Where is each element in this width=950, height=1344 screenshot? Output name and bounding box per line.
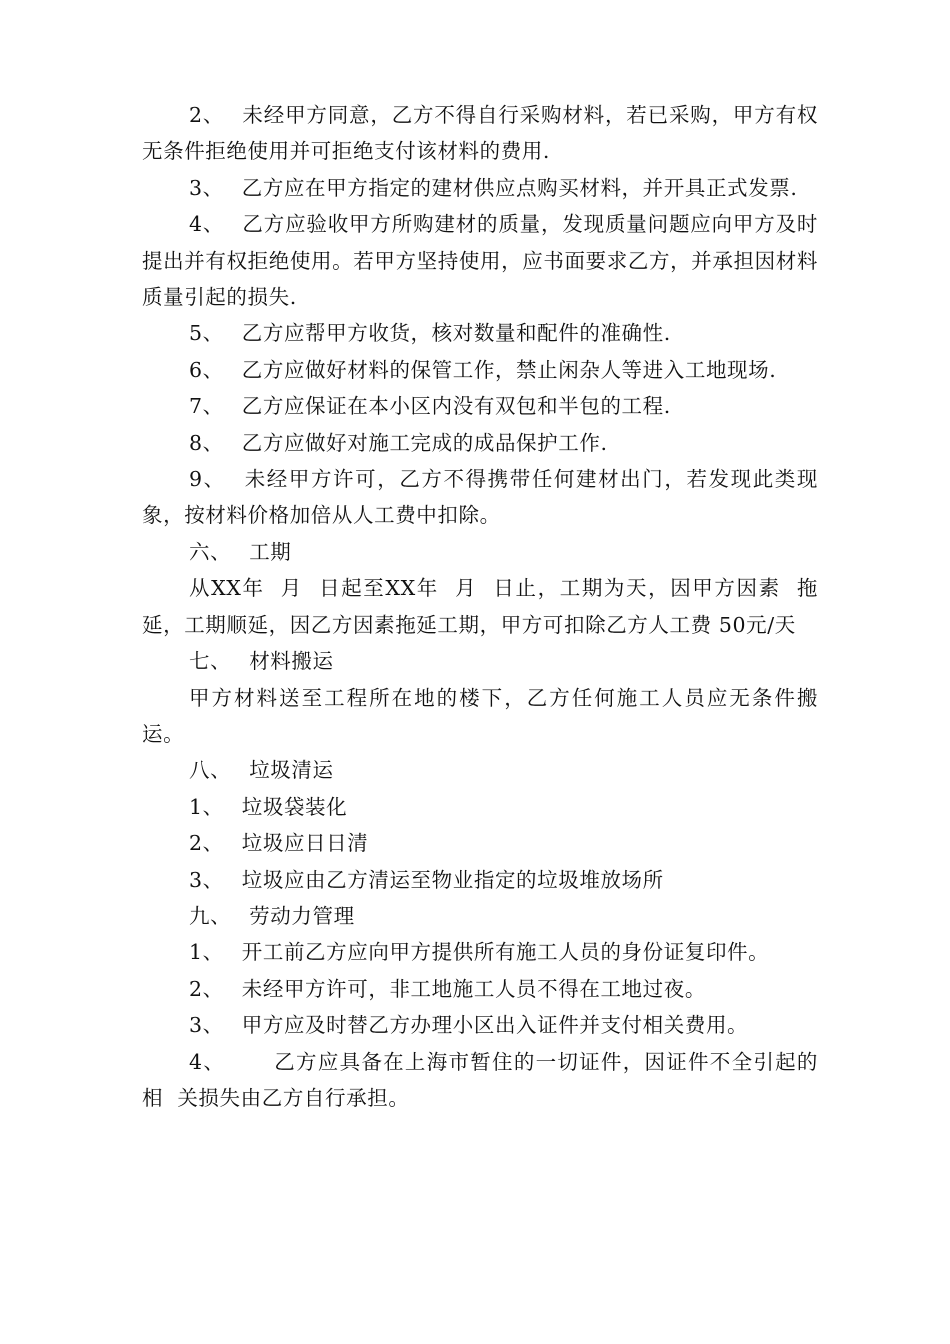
labor-item-4 (142, 1044, 818, 1117)
paragraph-item-2 (142, 97, 818, 170)
paragraph-text: 未经甲方同意，乙方不得自行采购材料，若已采购，甲方有权无条件拒绝使用并可拒绝支付该材料的费用. (142, 103, 818, 164)
item-number: 5、 (189, 321, 224, 346)
paragraph-text: 乙方应具备在上海市暂住的一切证件，因证件不全引起的相 关损失由乙方自行承担。 (142, 1049, 819, 1110)
paragraph-text: 乙方应保证在本小区内没有双包和半包的工程. (241, 394, 671, 419)
item-number: 1、 (189, 940, 224, 965)
paragraph-text: 垃圾应由乙方清运至物业指定的垃圾堆放场所 (241, 867, 664, 892)
item-number: 3、 (189, 175, 224, 200)
section-heading-garbage (142, 752, 818, 788)
paragraph-text: 甲方应及时替乙方办理小区出入证件并支付相关费用。 (241, 1013, 749, 1038)
section-number: 九、 (189, 903, 232, 928)
paragraph-item-4 (142, 206, 818, 315)
paragraph-item-5 (142, 315, 818, 351)
paragraph-text: 甲方材料送至工程所在地的楼下，乙方任何施工人员应无条件搬运。 (142, 685, 818, 746)
item-number: 2、 (189, 976, 224, 1001)
garbage-item-3 (142, 862, 818, 898)
schedule-paragraph (142, 570, 818, 643)
item-number: 2、 (189, 831, 224, 856)
garbage-item-2 (142, 825, 818, 861)
labor-item-3 (142, 1007, 818, 1043)
paragraph-text: 从XX年 月 日起至XX年 月 日止，工期为天，因甲方因素 拖延，工期顺延，因乙方因素拖延工期，甲方可扣除乙方人工费 50元/天 (142, 576, 818, 637)
section-heading-material-transport (142, 643, 818, 679)
paragraph-text: 乙方应做好材料的保管工作，禁止闲杂人等进入工地现场. (241, 357, 777, 382)
paragraph-text: 开工前乙方应向甲方提供所有施工人员的身份证复印件。 (241, 940, 770, 965)
item-number: 4、 (189, 1049, 226, 1074)
paragraph-text: 垃圾袋装化 (241, 794, 348, 819)
paragraph-text: 乙方应帮甲方收货，核对数量和配件的准确性. (241, 321, 671, 346)
paragraph-text: 未经甲方许可，乙方不得携带任何建材出门，若发现此类现象，按材料价格加倍从人工费中扣除。 (142, 467, 818, 528)
paragraph-item-8 (142, 425, 818, 461)
section-heading-schedule (142, 534, 818, 570)
section-title: 垃圾清运 (249, 758, 334, 783)
section-heading-labor (142, 898, 818, 934)
paragraph-text: 乙方应做好对施工完成的成品保护工作. (241, 430, 608, 455)
paragraph-item-9 (142, 461, 818, 534)
paragraph-text: 未经甲方许可，非工地施工人员不得在工地过夜。 (241, 976, 706, 1001)
item-number: 1、 (189, 794, 224, 819)
item-number: 6、 (189, 357, 224, 382)
material-transport-paragraph (142, 680, 818, 753)
paragraph-item-6 (142, 352, 818, 388)
item-number: 9、 (189, 467, 226, 492)
item-number: 8、 (189, 430, 224, 455)
paragraph-text: 垃圾应日日清 (241, 831, 369, 856)
item-number: 2、 (189, 103, 225, 127)
paragraph-item-7 (142, 388, 818, 424)
paragraph-text: 乙方应在甲方指定的建材供应点购买材料，并开具正式发票. (241, 175, 798, 200)
section-number: 六、 (189, 539, 232, 564)
section-number: 七、 (189, 649, 232, 674)
paragraph-item-3 (142, 170, 818, 206)
paragraph-text: 乙方应验收甲方所购建材的质量，发现质量问题应向甲方及时提出并有权拒绝使用。若甲方坚持使用，应书面要求乙方，并承担因材料质量引起的损失. (142, 212, 818, 310)
section-title: 材料搬运 (249, 649, 334, 674)
item-number: 3、 (189, 1013, 224, 1038)
garbage-item-1 (142, 789, 818, 825)
section-number: 八、 (189, 758, 232, 783)
item-number: 3、 (189, 867, 224, 892)
document-body (142, 97, 818, 1116)
item-number: 7、 (189, 394, 224, 419)
section-title: 工期 (249, 539, 292, 564)
item-number: 4、 (189, 212, 225, 237)
labor-item-1 (142, 934, 818, 970)
labor-item-2 (142, 971, 818, 1007)
section-title: 劳动力管理 (249, 903, 355, 928)
